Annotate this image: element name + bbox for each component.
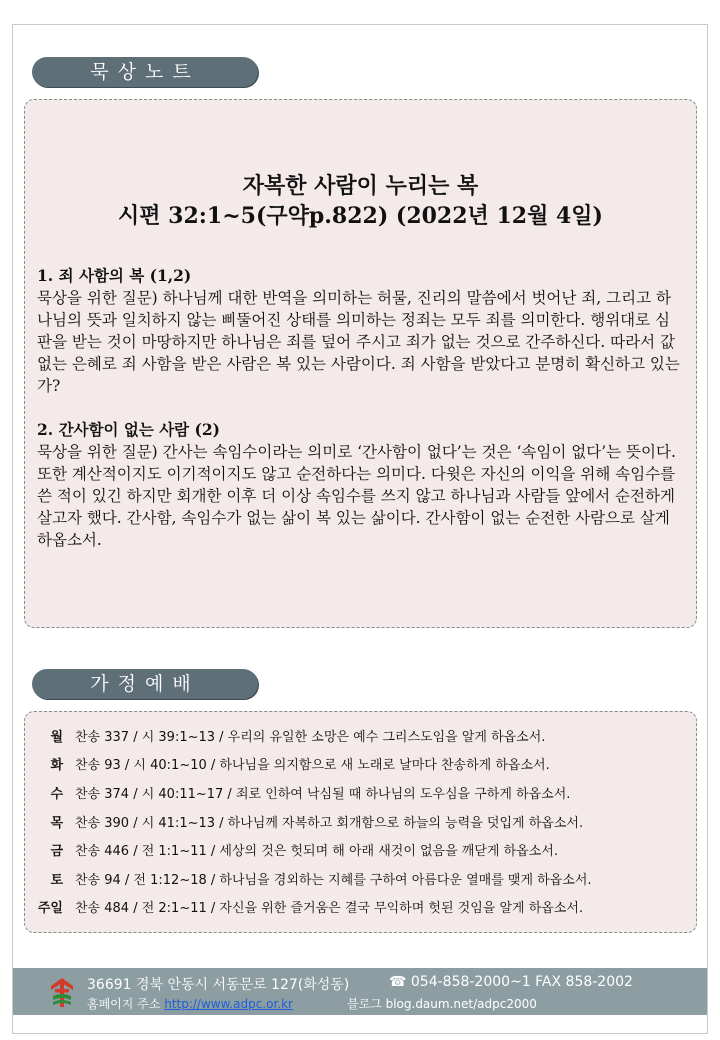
family-worship-box <box>24 711 697 933</box>
worship-text: 찬송 374 / 시 40:11~17 / 죄로 인하여 낙심될 때 하나님의 도우심을 구하게 하옵소서. <box>75 786 571 802</box>
section-1 <box>37 265 684 397</box>
footer-homepage <box>87 995 293 1012</box>
section-2 <box>37 419 684 551</box>
section-1-heading: 1. 죄 사함의 복 (1,2) <box>37 266 192 285</box>
day-label: 금 <box>50 844 63 860</box>
meditation-title <box>25 171 696 231</box>
worship-text: 찬송 94 / 전 1:12~18 / 하나님을 경외하는 지혜를 구하여 아름다운 열매를 맺게 하옵소서. <box>75 872 592 888</box>
worship-text: 찬송 390 / 시 41:1~13 / 하나님께 자복하고 회개함으로 하늘의 능력을 덧입게 하옵소서. <box>75 815 584 831</box>
day-label: 토 <box>50 872 63 888</box>
worship-row <box>25 864 696 893</box>
footer-blog[interactable]: 블로그 blog.daum.net/adpc2000 <box>347 997 537 1011</box>
worship-row <box>25 893 696 922</box>
family-worship-header: 가정예배 <box>32 669 258 699</box>
meditation-header: 묵상노트 <box>32 57 258 87</box>
section-2-heading: 2. 간사함이 없는 사람 (2) <box>37 420 221 439</box>
church-logo-icon <box>49 976 75 1008</box>
worship-row <box>25 807 696 836</box>
day-label: 주일 <box>37 901 63 917</box>
title-line-1: 자복한 사람이 누리는 복 <box>242 173 479 199</box>
worship-text: 찬송 446 / 전 1:1~11 / 세상의 것은 헛되며 해 아래 새것이 없음을 깨닫게 하옵소서. <box>75 844 558 860</box>
section-2-body: 묵상을 위한 질문) 간사는 속임수이라는 의미로 ‘간사함이 없다’는 것은 ‘속임이 없다’는 뜻이다. 또한 계산적이지도 이기적이지도 않고 순전하다는 의미다. 다윗은 자신의 이익을 위해 속임수를 쓴 적이 있긴 하지만 회개한 이후 더 이상 속임수를 쓰지 않고 하나님과 사람들 앞에서 순전하게 살고자 했다. 간사함, 속임수가 없는 삶이 복 있는 삶이다. 간사함이 없는 순전한 사람으로 살게 하옵소서. <box>37 443 676 549</box>
worship-row <box>25 835 696 864</box>
day-label: 목 <box>50 815 63 831</box>
worship-row <box>25 778 696 807</box>
title-line-2: 시편 32:1~5(구약p.822) (2022년 12월 4일) <box>118 203 603 229</box>
footer-address: 36691 경북 안동시 서동문로 127(화성동) <box>87 977 350 993</box>
worship-text: 찬송 93 / 시 40:1~10 / 하나님을 의지함으로 새 노래로 날마다 찬송하게 하옵소서. <box>75 758 550 774</box>
worship-text: 찬송 337 / 시 39:1~13 / 우리의 유일한 소망은 예수 그리스도임을 알게 하옵소서. <box>75 729 546 745</box>
worship-row <box>25 721 696 750</box>
footer-phone: ☎ 054-858-2000~1 FAX 858-2002 <box>389 974 633 990</box>
homepage-link[interactable]: http://www.adpc.or.kr <box>164 997 293 1011</box>
worship-row <box>25 750 696 779</box>
section-1-body: 묵상을 위한 질문) 하나님께 대한 반역을 의미하는 허물, 진리의 말씀에서 벗어난 죄, 그리고 하나님의 뜻과 일치하지 않는 삐뚤어진 상태를 의미하는 정죄는 모두 죄를 의미한다. 행위대로 심판을 받는 것이 마땅하지만 하나님은 죄를 덮어 주시고 죄가 없는 것으로 간주하신다. 따라서 값없는 은혜로 죄 사함을 받은 사람은 복 있는 사람이다. 죄 사함을 받았다고 분명히 확신하고 있는가? <box>37 289 680 395</box>
day-label: 화 <box>50 758 63 774</box>
footer <box>13 968 707 1015</box>
homepage-label: 홈페이지 주소 <box>87 997 161 1011</box>
meditation-box <box>24 99 697 628</box>
day-label: 수 <box>50 786 63 802</box>
day-label: 월 <box>50 729 63 745</box>
worship-text: 찬송 484 / 전 2:1~11 / 자신을 위한 즐거움은 결국 무익하며 헛된 것임을 알게 하옵소서. <box>75 901 584 917</box>
